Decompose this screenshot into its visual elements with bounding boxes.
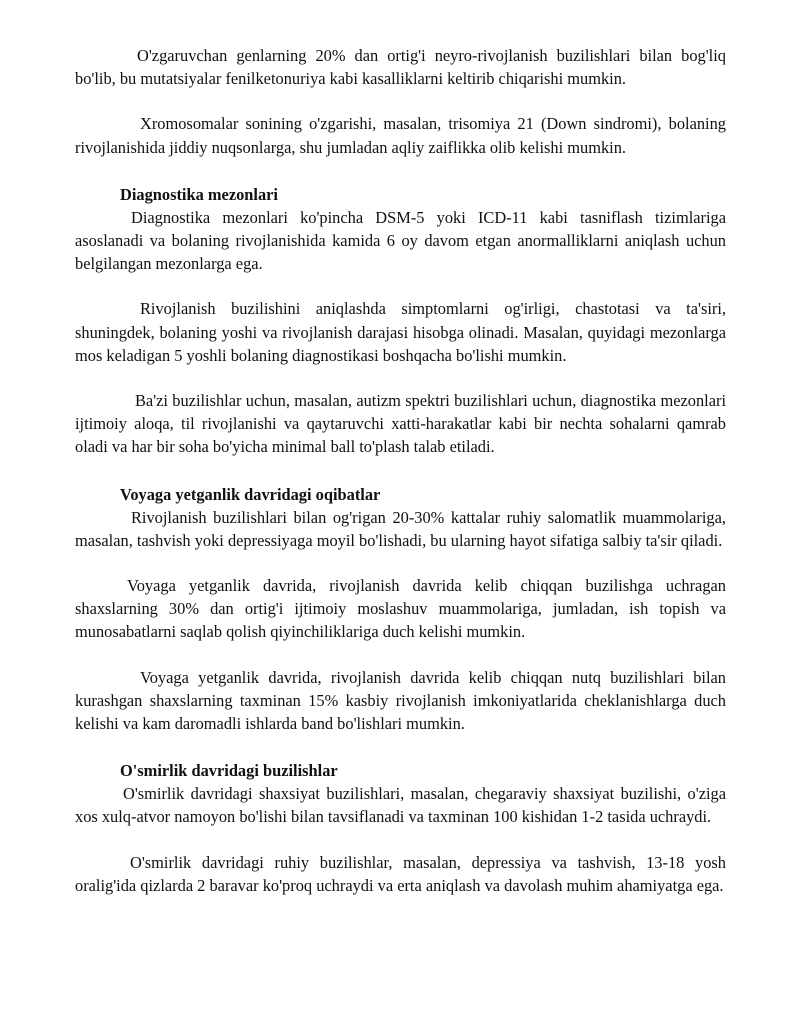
section-spacer [75, 735, 726, 759]
paragraph-adult-mental-health: Rivojlanish buzilishlari bilan og'rigan 20-30% kattalar ruhiy salomatlik muammolariga, masalan, tashvish yoki depressiyaga moyil bo'lishadi, bu ularning hayot sifatiga salbiy ta'sir qiladi. [75, 507, 726, 550]
paragraph-adolescent-mental-disorders: O'smirlik davridagi ruhiy buzilishlar, masalan, depressiya va tashvish, 13-18 yosh oralig'ida qizlarda 2 baravar ko'proq uchraydi va erta aniqlash va davolash muhim ahamiyatga ega. [75, 852, 726, 895]
paragraph-spacer [75, 552, 726, 574]
heading-adulthood-consequences: Voyaga yetganlik davridagi oqibatlar [120, 484, 381, 504]
paragraph-spacer [75, 275, 726, 297]
paragraph-diagnostic-systems: Diagnostika mezonlari ko'pincha DSM-5 yoki ICD-11 kabi tasniflash tizimlariga asoslanadi va bolaning rivojlanishida kamida 6 oy davom etgan anormalliklarni aniqlash uchun belgilangan mezonlarga ega. [75, 207, 726, 274]
paragraph-chromosome-changes: Xromosomalar sonining o'zgarishi, masalan, trisomiya 21 (Down sindromi), bolaning rivojlanishida jiddiy nuqsonlarga, shu jumladan aqliy zaiflikka olib kelishi mumkin. [75, 114, 726, 157]
paragraph-spacer [75, 644, 726, 666]
paragraph-adolescent-personality: O'smirlik davridagi shaxsiyat buzilishlari, masalan, chegaraviy shaxsiyat buzilishi, o'ziga xos xulq-atvor namoyon bo'lishi bilan tavsiflanadi va taxminan 100 kishidan 1-2 tasida uchraydi. [75, 784, 726, 827]
paragraph-symptom-assessment: Rivojlanish buzilishini aniqlashda simptomlarni og'irligi, chastotasi va ta'siri, shuningdek, bolaning yoshi va rivojlanish darajasi hisobga olinadi. Masalan, quyidagi mezonlarga mos keladigan 5 yoshli bolaning diagnostikasi boshqacha bo'lishi mumkin. [75, 299, 726, 365]
section-spacer [75, 159, 726, 183]
paragraph-adult-social-adaptation: Voyaga yetganlik davrida, rivojlanish davrida kelib chiqqan buzilishga uchragan shaxslarning 30% dan ortig'i ijtimoiy moslashuv muammolariga, jumladan, ish topish va munosabatlarni saqlab qolish qiyinchiliklariga duch kelishi mumkin. [75, 576, 726, 642]
paragraph-spacer [75, 90, 726, 112]
heading-adolescent-disorders: O'smirlik davridagi buzilishlar [120, 761, 338, 781]
paragraph-gene-mutations: O'zgaruvchan genlarning 20% dan ortig'i neyro-rivojlanish buzilishlari bilan bog'liq bo'lib, bu mutatsiyalar fenilketonuriya kabi kasalliklarni keltirib chiqarishi mumkin. [75, 46, 726, 89]
section-spacer [75, 459, 726, 483]
paragraph-adult-speech-disorders: Voyaga yetganlik davrida, rivojlanish davrida kelib chiqqan nutq buzilishlari bilan kurashgan shaxslarning taxminan 15% kasbiy rivojlanish imkoniyatlarida cheklanishlarga duch kelishi va kam daromadli ishlarda band bo'lishlari mumkin. [75, 667, 726, 734]
heading-diagnostic-criteria: Diagnostika mezonlari [120, 184, 278, 204]
paragraph-autism-criteria: Ba'zi buzilishlar uchun, masalan, autizm spektri buzilishlari uchun, diagnostika mezonlari ijtimoiy aloqa, til rivojlanishi va qaytaruvchi xatti-harakatlar kabi bir nechta sohalarni qamrab oladi va har bir soha bo'yicha minimal ball to'plash talab etiladi. [75, 391, 726, 457]
paragraph-spacer [75, 829, 726, 851]
document-page [75, 44, 726, 897]
paragraph-spacer [75, 367, 726, 389]
